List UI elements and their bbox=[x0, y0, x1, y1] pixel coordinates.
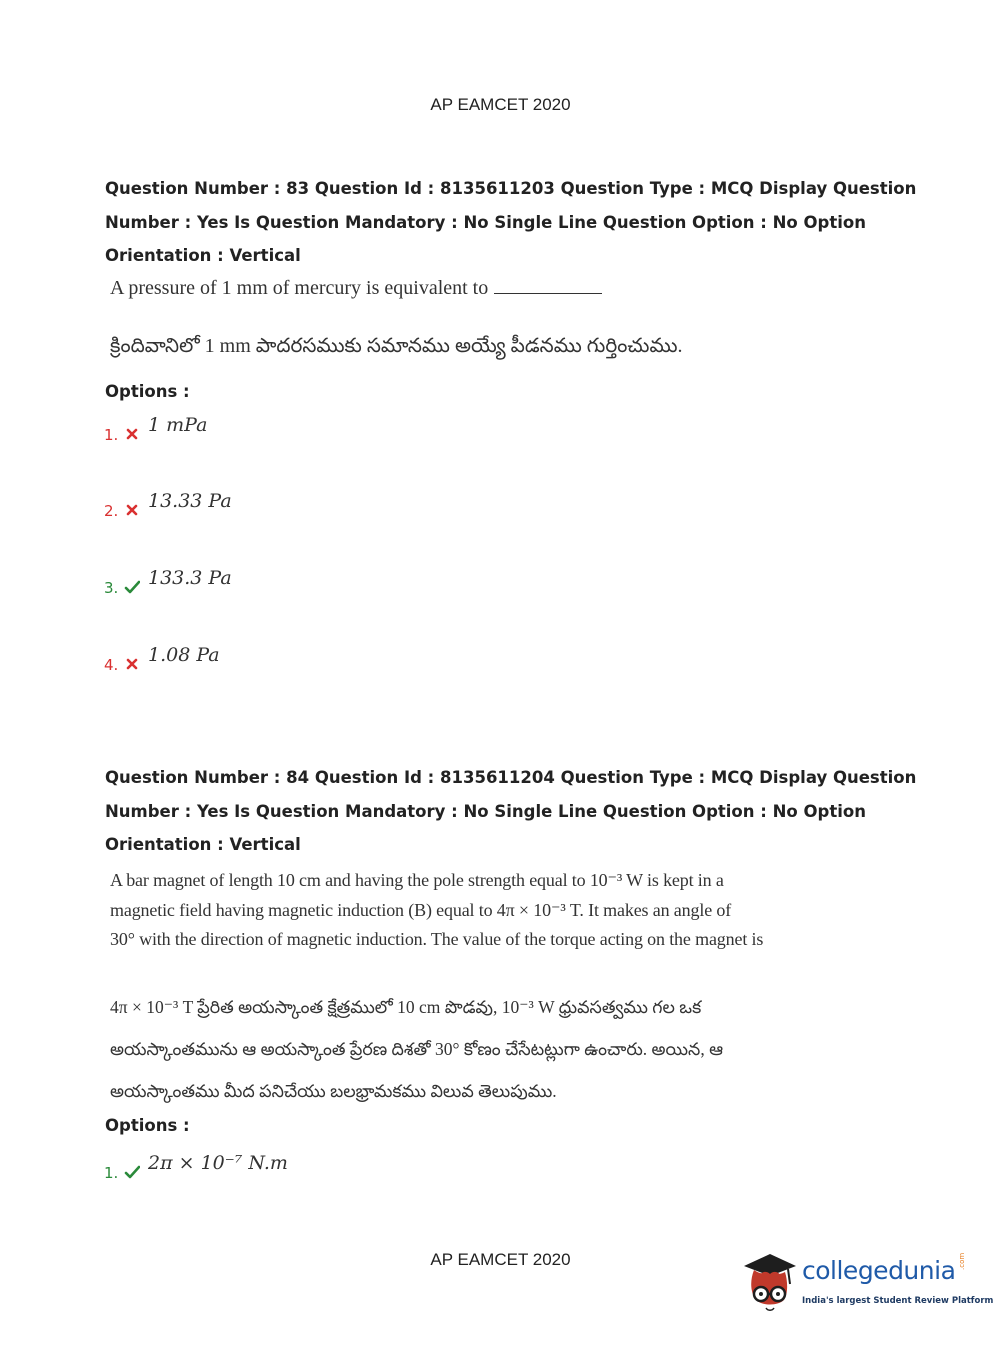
q84-telugu-text bbox=[110, 986, 730, 1112]
option-number: 4. bbox=[104, 656, 119, 674]
cross-icon bbox=[124, 426, 140, 442]
page-header: AP EAMCET 2020 bbox=[430, 95, 571, 114]
q84-meta-line: Number : Yes Is Question Mandatory : No Single Line Question Option : No Option bbox=[105, 801, 866, 821]
q84-meta bbox=[105, 761, 917, 862]
option-value: 13.33 Pa bbox=[148, 490, 232, 512]
check-icon bbox=[124, 579, 140, 595]
option-value: 1.08 Pa bbox=[148, 644, 220, 666]
q83-meta bbox=[105, 172, 917, 273]
option-number: 2. bbox=[104, 502, 119, 520]
q84-meta-line: Question Number : 84 Question Id : 8135611204 Question Type : MCQ Display Question bbox=[105, 768, 917, 787]
q83-meta-line: Number : Yes Is Question Mandatory : No Single Line Question Option : No Option bbox=[105, 212, 866, 232]
collegedunia-logo bbox=[740, 1248, 994, 1318]
q84-english-line: magnetic field having magnetic induction (B) equal to 4π × 10⁻³ T. It makes an angle of bbox=[110, 899, 732, 920]
q83-meta-line: Question Number : 83 Question Id : 8135611203 Question Type : MCQ Display Question bbox=[105, 179, 917, 198]
cross-icon bbox=[124, 656, 140, 672]
option-value: 133.3 Pa bbox=[148, 567, 232, 589]
logo-tagline: India's largest Student Review Platform bbox=[802, 1296, 994, 1306]
q83-options-label: Options : bbox=[105, 382, 190, 401]
logo-wordmark: collegedunia bbox=[802, 1256, 956, 1285]
q83-telugu-text: క్రిందివానిలో 1 mm పాదరసముకు సమానము అయ్యే పీడనము గుర్తించుము. bbox=[110, 335, 683, 357]
q84-telugu-line: అయస్కాంతము మీద పనిచేయు బలభ్రామకము విలువ తెలుపుము. bbox=[110, 1081, 557, 1101]
q84-options-label: Options : bbox=[105, 1116, 190, 1135]
option-number: 1. bbox=[104, 1164, 119, 1182]
page-footer: AP EAMCET 2020 bbox=[430, 1250, 571, 1269]
option-value: 2π × 10⁻⁷ N.m bbox=[148, 1152, 288, 1174]
answer-blank bbox=[494, 277, 602, 294]
q84-meta-line: Orientation : Vertical bbox=[105, 835, 301, 854]
cross-icon bbox=[124, 502, 140, 518]
q84-english-line: A bar magnet of length 10 cm and having the pole strength equal to 10⁻³ W is kept in a bbox=[110, 870, 724, 890]
q84-english-line: 30° with the direction of magnetic induction. The value of the torque acting on the magnet is bbox=[110, 929, 764, 949]
option-value: 1 mPa bbox=[148, 414, 208, 436]
q83-english-sentence: A pressure of 1 mm of mercury is equivalent to bbox=[110, 277, 489, 299]
option-number: 1. bbox=[104, 426, 119, 444]
q84-telugu-line: అయస్కాంతమును ఆ అయస్కాంత ప్రేరణ దిశతో 30° కోణం చేసేటట్లుగా ఉంచారు. అయిన, ఆ bbox=[110, 1039, 724, 1059]
q84-english-text bbox=[110, 866, 770, 955]
q83-meta-line: Orientation : Vertical bbox=[105, 246, 301, 265]
option-number: 3. bbox=[104, 579, 119, 597]
logo-dotcom: .com bbox=[958, 1252, 966, 1270]
check-icon bbox=[124, 1164, 140, 1180]
q84-telugu-line: 4π × 10⁻³ T ప్రేరిత అయస్కాంత క్షేత్రములో 10 cm పొడవు, 10⁻³ W ధ్రువసత్వము గల ఒక bbox=[110, 997, 702, 1017]
mascot-icon bbox=[740, 1248, 802, 1316]
q83-english-text bbox=[110, 277, 602, 300]
